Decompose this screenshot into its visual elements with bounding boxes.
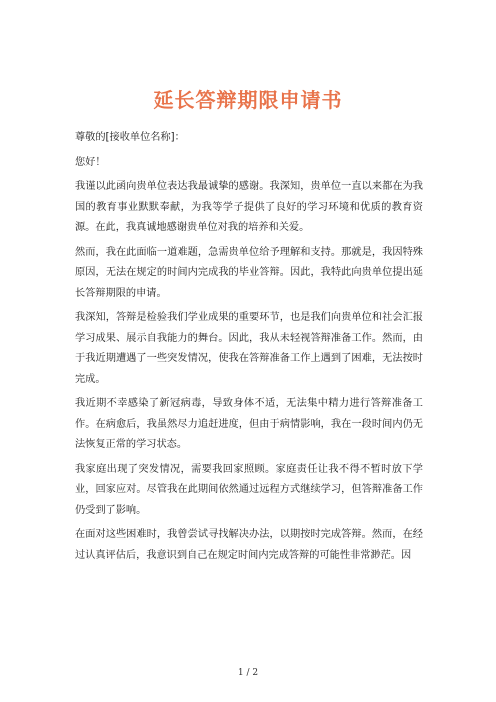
body-paragraph: 我近期不幸感染了新冠病毒，导致身体不适，无法集中精力进行答辩准备工作。在病愈后，我虽然尽力追赶进度，但由于病情影响，我在一段时间内仍无法恢复正常的学习状态。 — [75, 398, 423, 450]
body-paragraph: 在面对这些困难时，我曾尝试寻找解决办法，以期按时完成答辩。然而，在经过认真评估后，我意识到自己在规定时间内完成答辩的可能性非常渺茫。因 — [75, 529, 423, 561]
document-body — [75, 128, 423, 570]
salutation: 尊敬的[接收单位名称]： — [75, 132, 185, 143]
body-paragraph: 我深知，答辩是检验我们学业成果的重要环节，也是我们向贵单位和社会汇报学习成果、展示自我能力的舞台。因此，我从未轻视答辩准备工作。然而，由于我近期遭遇了一些突发情况，使我在答辩准备工作上遇到了困难，无法按时完成。 — [75, 312, 423, 385]
greeting: 您好！ — [75, 156, 106, 168]
page-indicator: 1 / 2 — [237, 668, 259, 678]
body-paragraph: 我谨以此函向贵单位表达我最诚挚的感谢。我深知，贵单位一直以来都在为我国的教育事业默默奉献，为我等学子提供了良好的学习环境和优质的教育资源。在此，我真诚地感谢贵单位对我的培养和关爱。 — [75, 181, 423, 233]
body-paragraph: 然而，我在此面临一道难题，急需贵单位给予理解和支持。那就是，我因特殊原因，无法在规定的时间内完成我的毕业答辩。因此，我特此向贵单位提出延长答辩期限的申请。 — [75, 246, 423, 299]
document-title: 延长答辩期限申请书 — [153, 88, 343, 112]
body-paragraph: 我家庭出现了突发情况，需要我回家照顾。家庭责任让我不得不暂时放下学业，回家应对。尽管我在此期间依然通过远程方式继续学习，但答辩准备工作仍受到了影响。 — [75, 463, 423, 516]
